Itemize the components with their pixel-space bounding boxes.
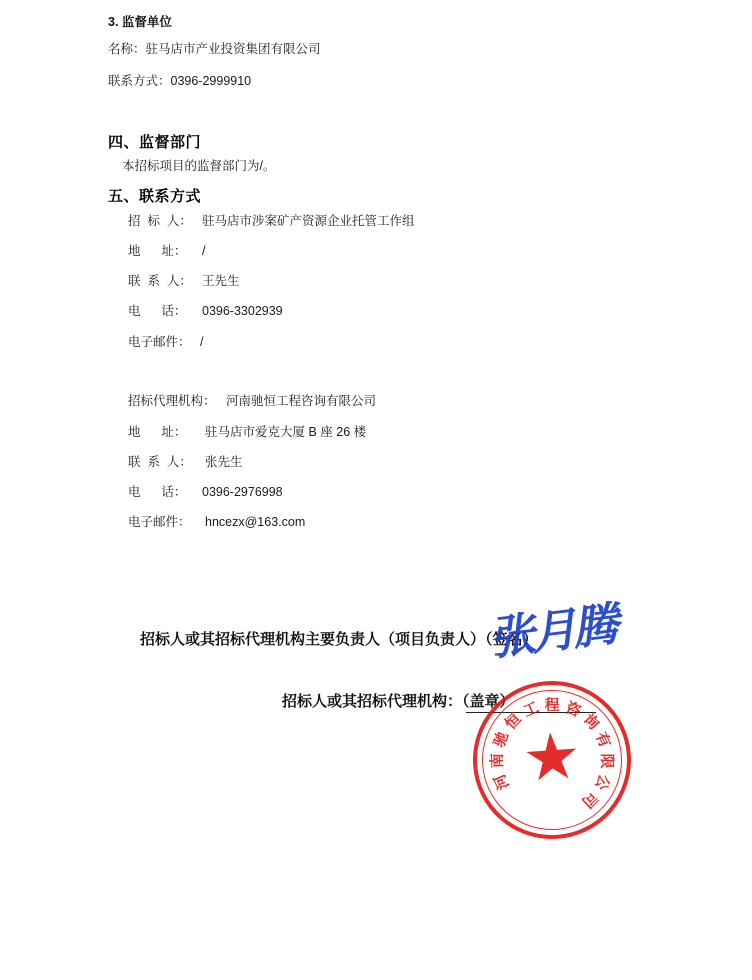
seal-char: 南 <box>489 753 507 769</box>
seal-char: 河 <box>492 771 513 792</box>
section-five-heading: 五、联系方式 <box>108 188 202 205</box>
seal-char: 询 <box>579 711 602 734</box>
phone-label: 电 话： <box>128 304 187 318</box>
email-label: 电子邮件： <box>128 335 191 349</box>
tenderer-value: 驻马店市涉案矿产资源企业托管工作组 <box>202 214 415 228</box>
agency-label: 招标代理机构： <box>128 394 216 408</box>
address-value: / <box>202 244 206 258</box>
seal-char: 公 <box>591 771 612 792</box>
supervisor-unit-heading: 3. 监督单位 <box>108 15 172 29</box>
seal-char: 限 <box>597 753 615 769</box>
seal-char: 驰 <box>491 729 513 750</box>
seal-char: 工 <box>521 699 542 721</box>
supervisor-unit-contact: 联系方式：0396-2999910 <box>108 74 252 88</box>
seal-char: 有 <box>591 730 613 751</box>
section-four-heading: 四、监督部门 <box>108 134 202 151</box>
tenderer-label: 招 标 人： <box>128 214 192 228</box>
contact-person-value: 王先生 <box>202 274 240 288</box>
agency-contact-person-label: 联 系 人： <box>128 455 192 469</box>
agency-phone-label: 电 话： <box>128 485 187 499</box>
agency-contact-person-value: 张先生 <box>205 455 243 469</box>
handwritten-signature: 张月腾 <box>486 598 618 665</box>
agency-email-label: 电子邮件： <box>128 515 191 529</box>
agency-address-value: 驻马店市爱克大厦 B 座 26 楼 <box>205 425 367 439</box>
supervisor-unit-name: 名称：驻马店市产业投资集团有限公司 <box>108 42 321 56</box>
agency-phone-value: 0396-2976998 <box>202 485 283 499</box>
agency-email-value: hncezx@163.com <box>205 515 306 529</box>
section-four-body: 本招标项目的监督部门为/。 <box>122 159 276 173</box>
company-seal <box>468 676 637 845</box>
address-label: 地 址： <box>128 244 187 258</box>
seal-char: 咨 <box>563 699 584 721</box>
agency-address-label: 地 址： <box>128 425 187 439</box>
organization-seal-line: 招标人或其招标代理机构：（盖章） <box>282 693 515 710</box>
seal-char: 程 <box>544 697 560 715</box>
seal-char: 恒 <box>502 711 525 733</box>
agency-value: 河南驰恒工程咨询有限公司 <box>226 394 377 408</box>
contact-person-label: 联 系 人： <box>128 274 192 288</box>
responsible-person-signature-line: 招标人或其招标代理机构主要负责人（项目负责人）（签名） <box>140 631 538 648</box>
email-value: / <box>200 335 204 349</box>
phone-value: 0396-3302939 <box>202 304 283 318</box>
seal-char: 司 <box>578 788 601 811</box>
